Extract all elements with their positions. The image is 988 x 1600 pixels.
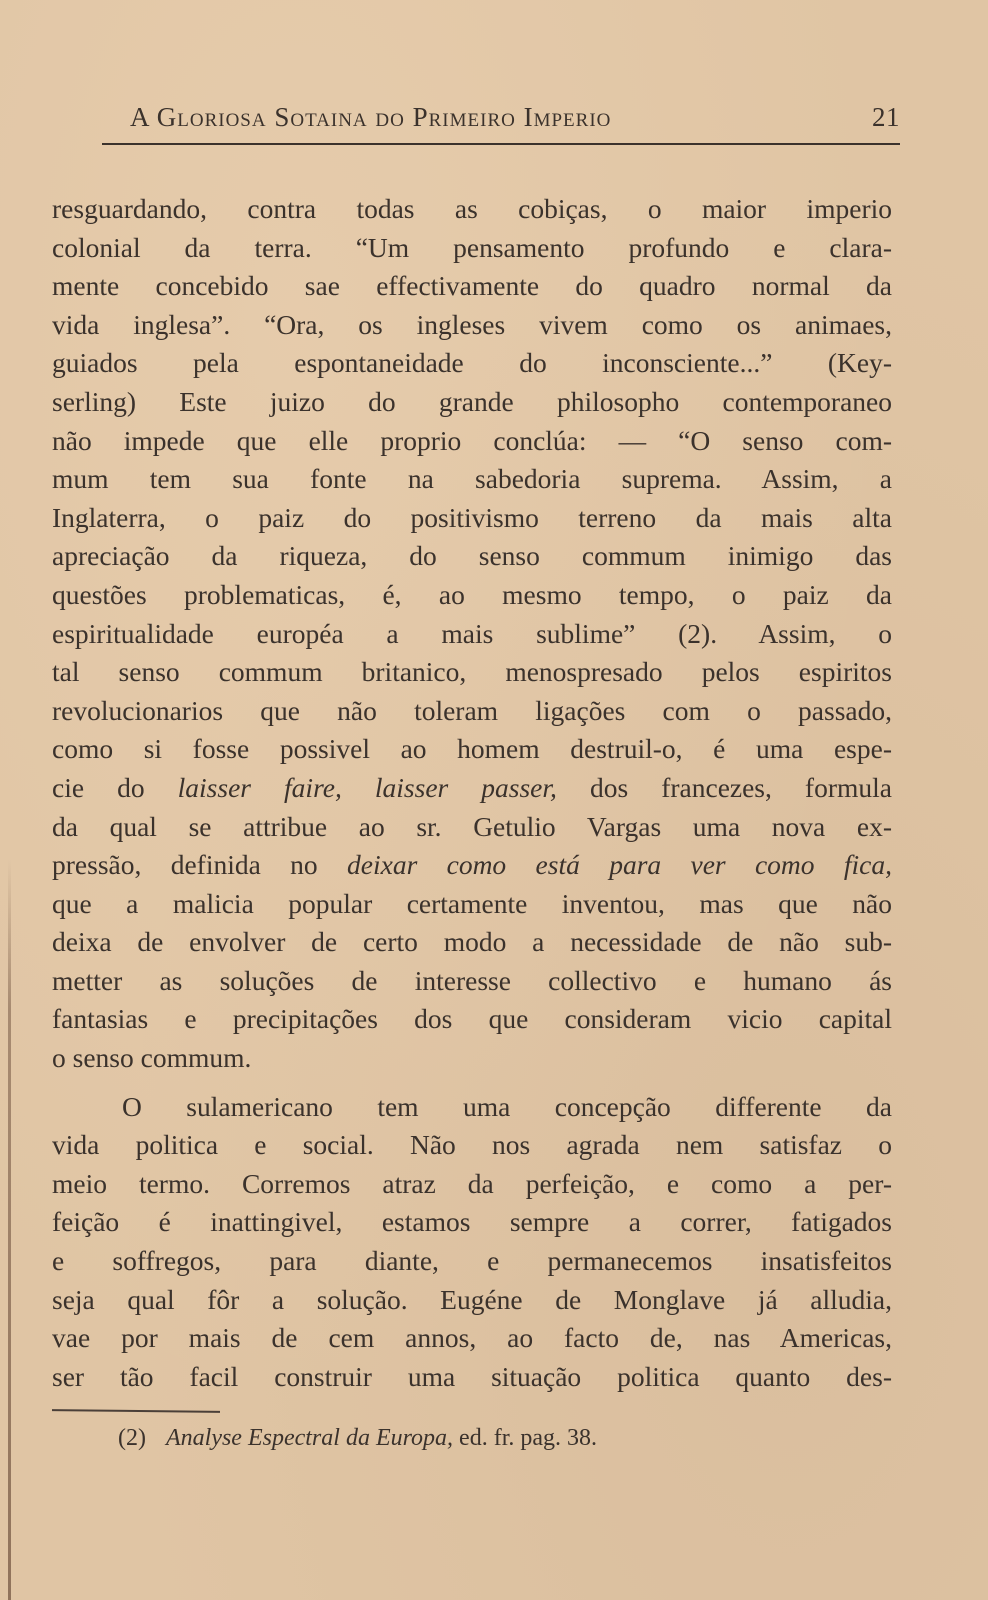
text-line: ser tão facil construir uma situação politica quanto des-: [52, 1360, 892, 1392]
text-line: como si fosse possivel ao homem destruil-o, é uma espe-: [52, 733, 892, 765]
text-line-paragraph-end: o senso commum.: [52, 1042, 252, 1074]
text-span: pressão, definida no: [52, 849, 348, 881]
text-line: revolucionarios que não toleram ligações com o passado,: [52, 694, 892, 726]
page-number: 21: [872, 102, 900, 132]
text-line-with-italic: [52, 846, 892, 885]
footnote-title: Analyse Espectral da Europa,: [165, 1425, 454, 1451]
text-line: vae por mais de cem annos, ao facto de, nas Americas,: [52, 1322, 892, 1354]
text-line: fantasias e precipitações dos que consideram vicio capital: [52, 1003, 892, 1035]
header-rule: [102, 143, 900, 145]
text-line: mum tem sua fonte na sabedoria suprema. Assim, a: [52, 463, 892, 495]
text-line: e soffregos, para diante, e permanecemos insatisfeitos: [52, 1245, 892, 1277]
text-line: colonial da terra. “Um pensamento profundo e clara-: [52, 231, 892, 263]
text-line: tal senso commum britanico, menospresado pelos espiritos: [52, 656, 892, 688]
italic-phrase-deixar-como-esta: deixar como está para ver como fica,: [347, 849, 892, 881]
text-line: questões problematicas, é, ao mesmo tempo, o paiz da: [52, 578, 892, 610]
text-line: apreciação da riqueza, do senso commum inimigo das: [52, 540, 892, 572]
text-line: meio termo. Corremos atraz da perfeição, e como a per-: [52, 1167, 892, 1199]
text-line: resguardando, contra todas as cobiças, o maior imperio: [52, 193, 892, 224]
text-line: que a malicia popular certamente inventou, mas que não: [52, 887, 892, 919]
text-span: dos francezes, formula: [556, 771, 892, 803]
running-head-title: A Gloriosa Sotaina do Primeiro Imperio: [130, 102, 612, 132]
text-line: serling) Este juizo do grande philosopho contemporaneo: [52, 385, 892, 417]
footnote-rule: [52, 1409, 220, 1413]
binding-edge: [8, 860, 11, 1600]
text-line: vida politica e social. Não nos agrada nem satisfaz o: [52, 1129, 892, 1161]
text-line: seja qual fôr a solução. Eugéne de Monglave já alludia,: [52, 1283, 892, 1315]
text-line: vida inglesa”. “Ora, os ingleses vivem como os animaes,: [52, 308, 892, 340]
running-head: [130, 102, 900, 142]
text-line: deixa de envolver de certo modo a necessidade de não sub-: [52, 926, 892, 958]
footnote-reference: ed. fr. pag. 38.: [459, 1425, 598, 1451]
text-line: Inglaterra, o paiz do positivismo terreno da mais alta: [52, 501, 892, 533]
paragraph-2-first-line: O sulamericano tem uma concepção differente da: [122, 1090, 892, 1122]
footnote: [118, 1420, 597, 1456]
text-line-with-italic: [52, 769, 892, 808]
text-line: guiados pela espontaneidade do inconsciente...” (Key-: [52, 347, 892, 379]
text-line: da qual se attribue ao sr. Getulio Vargas uma nova ex-: [52, 810, 892, 842]
body-text: [52, 190, 892, 1396]
footnote-number: (2): [118, 1425, 146, 1451]
text-line: não impede que elle proprio conclúa: — “O senso com-: [52, 424, 892, 456]
text-line: mente concebido sae effectivamente do quadro normal da: [52, 270, 892, 302]
text-span: cie do: [52, 771, 178, 803]
text-line: espiritualidade européa a mais sublime” (2). Assim, o: [52, 617, 892, 649]
text-line: feição é inattingivel, estamos sempre a correr, fatigados: [52, 1206, 892, 1238]
italic-phrase-laisser-faire: laisser faire, laisser passer,: [177, 771, 557, 803]
text-line: metter as soluções de interesse collectivo e humano ás: [52, 964, 892, 996]
